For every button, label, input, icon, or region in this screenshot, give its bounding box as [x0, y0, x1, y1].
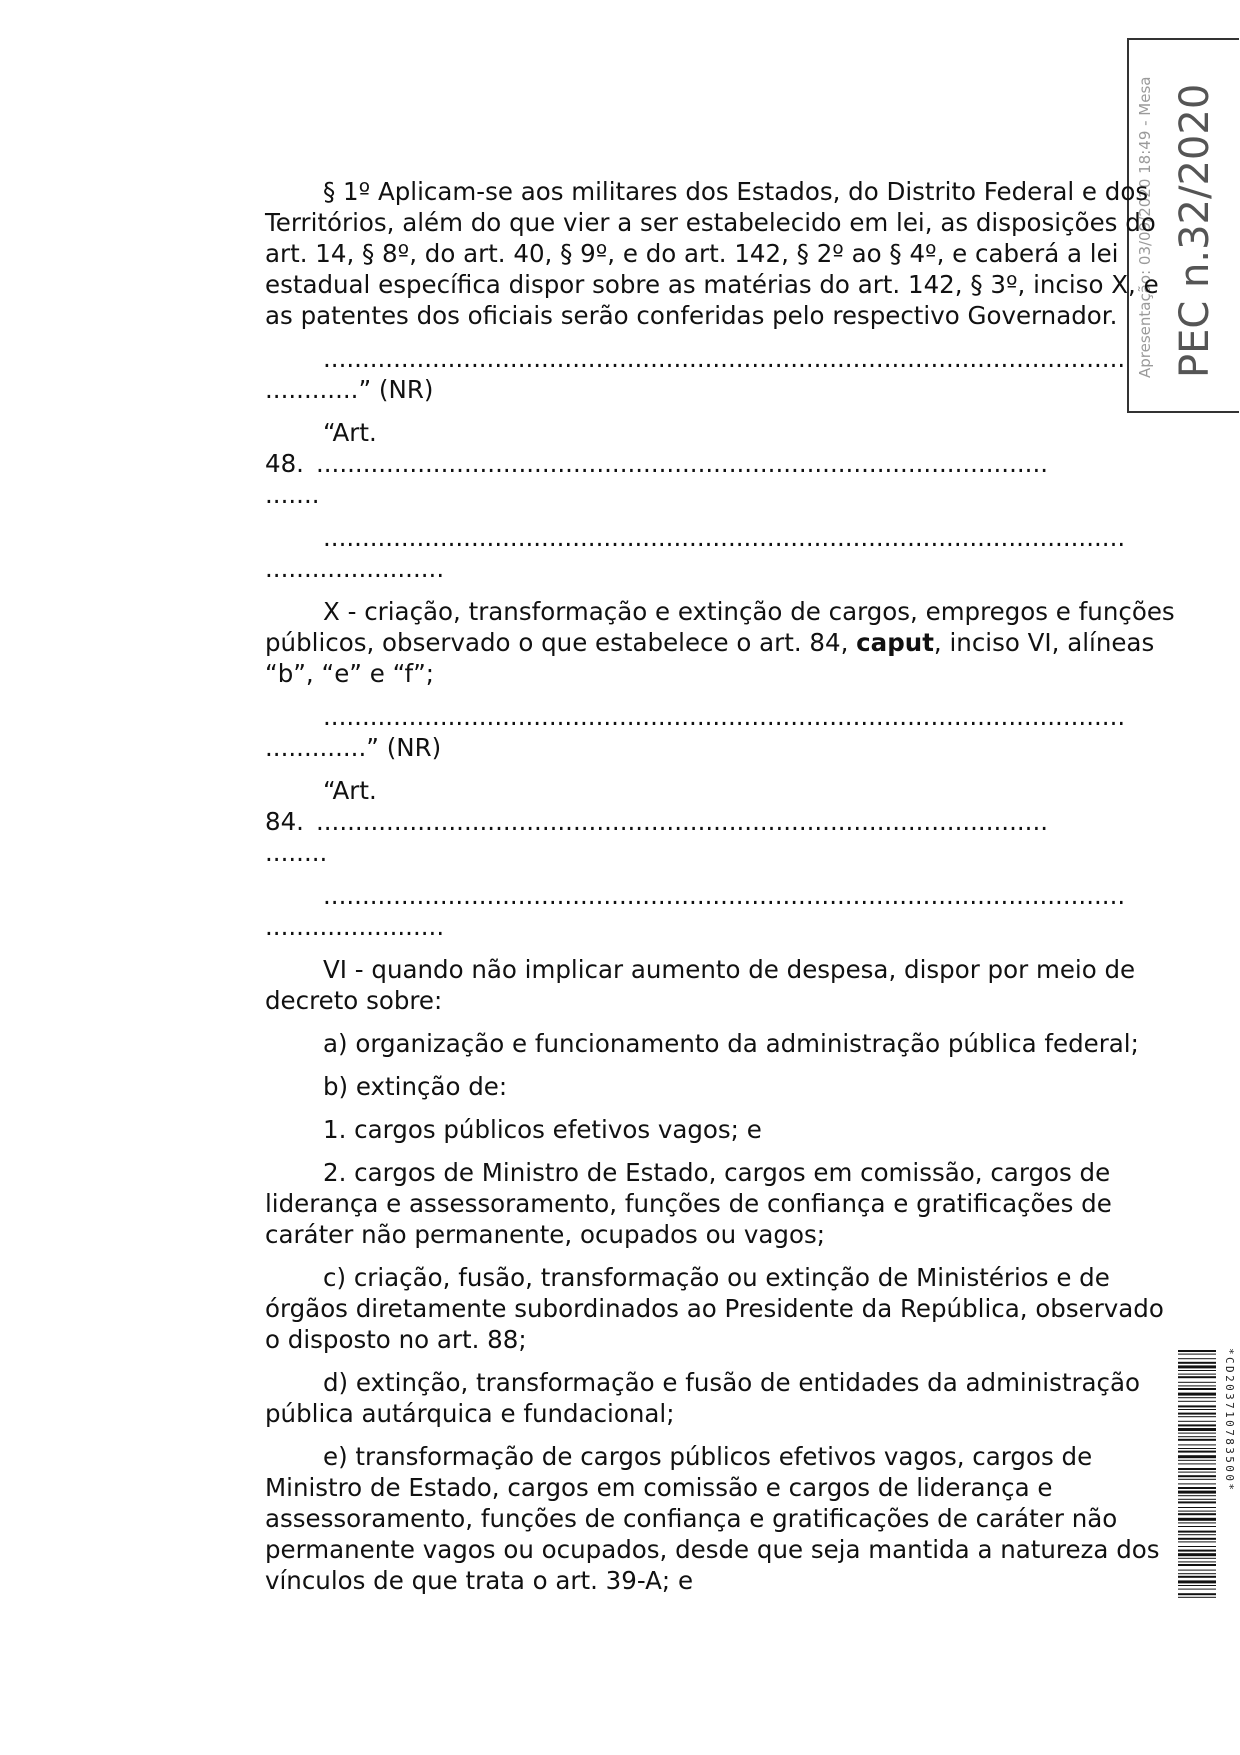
art84-tail: ........ [265, 838, 328, 867]
pec-number-stamp: PEC n.32/2020 [1172, 83, 1218, 378]
ellipsis-line: ....................................................................................................... [323, 344, 1126, 373]
ellipsis-line: ....................................................................................................... [323, 702, 1126, 731]
alinea-d: d) extinção, transformação e fusão de entidades da administração pública autárquica e fundacional; [265, 1368, 1141, 1428]
art84-open: “Art. [323, 776, 377, 805]
inciso-x [265, 596, 1178, 689]
alinea-b: b) extinção de: [323, 1072, 508, 1101]
ellipsis-line-end: ....................... [265, 912, 445, 941]
art48-tail: ....... [265, 480, 320, 509]
art48-fill: .............................................................................................. [315, 449, 1049, 478]
art84-line [265, 806, 1178, 837]
alinea-a: a) organização e funcionamento da administração pública federal; [323, 1029, 1139, 1058]
art48-number: 48. [265, 449, 304, 478]
barcode-image [1178, 1350, 1216, 1600]
document-body [265, 176, 1178, 1608]
inciso-x-text: X - criação, transformação e extinção de cargos, empregos e funções públicos, observado o que estabelece o art. 84, [265, 597, 1175, 657]
presentation-stamp-text: Apresentação: 03/09/2020 18:49 - Mesa [1136, 76, 1154, 378]
ellipsis-line: ....................................................................................................... [323, 523, 1126, 552]
art48-open: “Art. [323, 418, 377, 447]
inciso-x-text-end: , inciso VI, alíneas “b”, “e” e “f”; [265, 628, 1155, 688]
ellipsis-nr-line: .............” (NR) [265, 733, 442, 762]
ellipsis-line: ....................................................................................................... [323, 881, 1126, 910]
ellipsis-line-end: ....................... [265, 554, 445, 583]
paragraph-1: § 1º Aplicam-se aos militares dos Estados, do Distrito Federal e dos Territórios, além do que vier a ser estabelecido em lei, as disposições do art. 14, § 8º, do art. 40, § 9º, e do art. 142, § 2º ao § 4º, e caberá a lei estadual específica dispor sobre as matérias do art. 142, § 3º, inciso X, e as patentes dos oficiais serão conferidas pelo respectivo Governador. [265, 177, 1159, 330]
alinea-e: e) transformação de cargos públicos efetivos vagos, cargos de Ministro de Estado, cargos em comissão e cargos de liderança e assessoramento, funções de confiança e gratificações de caráter não permanente vagos ou ocupados, desde que seja mantida a natureza dos vínculos de que trata o art. 39-A; e [265, 1442, 1160, 1595]
art84-number: 84. [265, 807, 304, 836]
inciso-vi: VI - quando não implicar aumento de despesa, dispor por meio de decreto sobre: [265, 955, 1136, 1015]
item-b2: 2. cargos de Ministro de Estado, cargos em comissão, cargos de liderança e assessoramento, funções de confiança e gratificações de caráter não permanente, ocupados ou vagos; [265, 1158, 1112, 1249]
art48-line [265, 448, 1178, 479]
barcode-text: *CD203710783500* [1223, 1348, 1236, 1493]
art84-fill: .............................................................................................. [315, 807, 1049, 836]
item-b1: 1. cargos públicos efetivos vagos; e [323, 1115, 762, 1144]
alinea-c: c) criação, fusão, transformação ou extinção de Ministérios e de órgãos diretamente subordinados ao Presidente da República, observado o disposto no art. 88; [265, 1263, 1164, 1354]
ellipsis-nr-line: ............” (NR) [265, 375, 434, 404]
caput-bold: caput [856, 628, 934, 657]
